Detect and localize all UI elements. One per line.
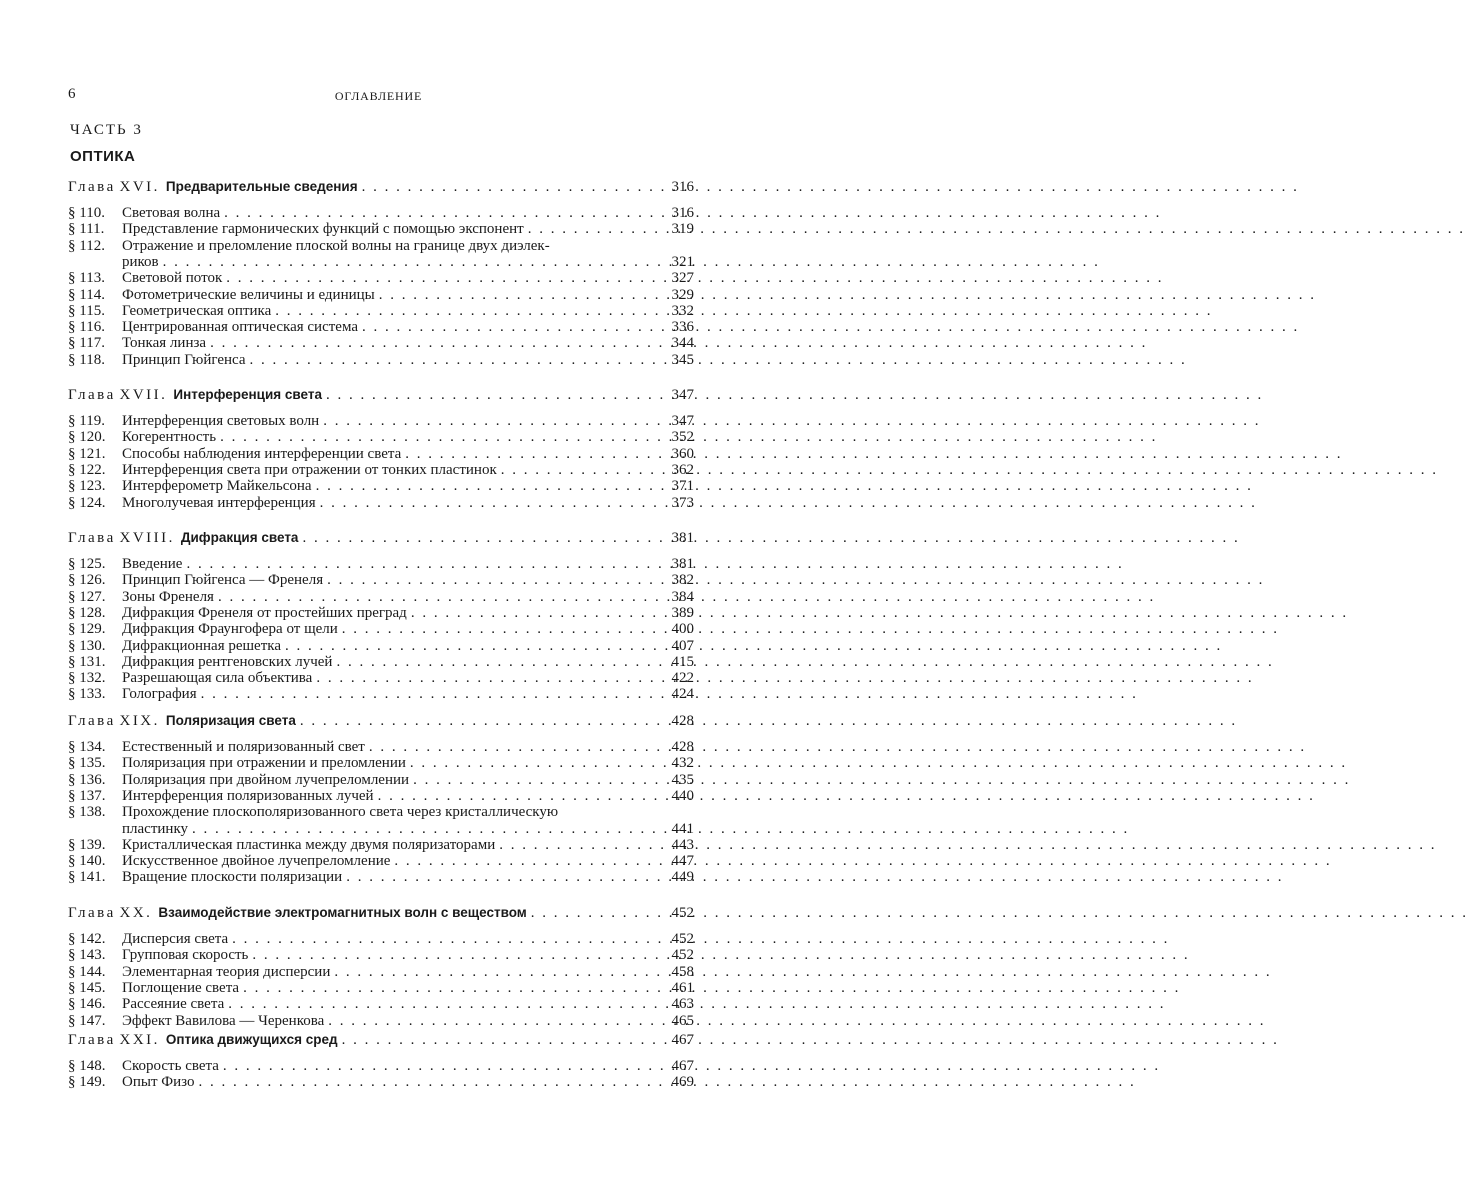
leader-dots [316,495,660,512]
chapter-page: 467 [671,1032,694,1048]
toc-entry[interactable] [68,605,694,622]
toc-entry[interactable] [68,205,694,222]
section-page: 467 [671,1058,694,1074]
section-number: § 115. [68,302,105,319]
section-number: § 138. [68,804,106,821]
section-page: 422 [671,670,694,687]
section-number: § 141. [68,869,106,886]
chapter-numeral: XX. [119,905,153,921]
running-title: ОГЛАВЛЕНИЕ [334,89,423,103]
chapter-word: Глава [68,179,116,195]
section-number: § 111. [68,221,105,238]
chapter-title: Оптика движущихся сред [165,1032,338,1047]
leader-dots [332,654,660,671]
toc-entry[interactable] [68,352,694,369]
section-number: § 119. [68,413,105,429]
section-page: 321 [671,253,694,270]
leader-dots [182,556,660,573]
chapter-page: 347 [671,387,694,403]
section-number: § 126. [68,572,106,589]
section-title: Рассеяние света [122,996,225,1013]
section-title: Принцип Гюйгенса [122,351,246,368]
leader-dots [248,947,660,964]
leader-dots [222,270,660,287]
section-number: § 123. [68,478,106,495]
section-page: 452 [671,931,694,947]
leader-dots [365,739,660,756]
chapter-heading[interactable] [68,529,694,546]
section-title: Искусственное двойное лучепреломление [122,853,391,870]
toc-entry[interactable] [68,980,694,997]
section-number: § 127. [68,588,106,605]
leader-dots [358,179,660,196]
leader-dots [298,530,660,547]
leader-dots [197,686,660,703]
toc-entry[interactable] [68,853,694,870]
leader-dots [312,478,660,495]
chapter-numeral: XXI. [119,1032,160,1048]
section-title: Дифракция рентгеновских лучей [122,653,333,670]
leader-dots [246,352,660,369]
toc-entry[interactable] [68,589,694,606]
section-number: § 145. [68,979,106,996]
toc-entry[interactable] [68,572,694,589]
chapter-title-group [68,712,296,730]
section-page: 345 [671,351,694,368]
chapter-heading[interactable] [68,178,694,195]
section-number: § 149. [68,1074,106,1091]
leader-dots [338,621,660,638]
leader-dots [228,931,660,948]
section-title: Фотометрические величины и единицы [122,286,375,303]
section-number: § 113. [68,270,105,287]
section-page: 381 [671,556,694,572]
section-title: Поляризация при двойном лучепреломлении [122,771,410,788]
section-page: 424 [671,686,694,703]
chapter-page: 452 [671,905,694,921]
toc-entry[interactable] [68,947,694,964]
chapter-title-group [68,386,322,404]
toc-entry[interactable] [68,804,694,821]
section-number: § 139. [68,836,106,853]
section-title: Интерференция световых волн [122,413,320,429]
chapter-word: Глава [68,713,116,729]
section-page: 452 [671,947,694,964]
chapter-page: 316 [671,179,694,195]
section-number: § 129. [68,621,106,638]
section-number: § 133. [68,686,106,703]
section-page: 469 [671,1074,694,1091]
toc-entry[interactable] [68,670,694,687]
section-number: § 136. [68,771,106,788]
section-number: § 117. [68,335,105,352]
leader-dots [220,205,660,222]
chapter-title: Дифракция света [180,530,299,545]
section-page: 435 [671,771,694,788]
chapter-numeral: XVI. [119,179,160,195]
toc-entry[interactable] [68,1013,694,1030]
section-page: 465 [671,1012,694,1029]
section-number: § 112. [68,237,105,254]
section-title: Вращение плоскости поляризации [122,869,343,886]
section-page: 347 [671,413,694,429]
section-page: 415 [671,653,694,670]
section-number: § 124. [68,494,106,511]
chapter-title: Интерференция света [173,387,322,402]
chapter-title: Предварительные сведения [165,179,358,194]
section-title-continued: пластинку [122,820,189,837]
section-title: Отражение и преломление плоской волны на границе двух диэлек- [122,237,550,254]
section-title: Прохождение плоскополяризованного света через кристаллическую [122,804,559,821]
leader-dots [390,853,660,870]
section-page: 382 [671,572,694,589]
section-title: Световая волна [122,205,221,221]
section-page: 400 [671,621,694,638]
section-title: Способы наблюдения интерференции света [122,445,402,462]
toc-entry[interactable] [68,931,694,948]
chapter-title: Поляризация света [165,713,296,728]
toc-entry-continuation[interactable] [68,254,694,271]
toc-entry[interactable] [68,303,694,320]
section-number: § 142. [68,931,106,947]
part-title: ОПТИКА [70,148,136,165]
toc-entry[interactable] [68,638,694,655]
section-title: Геометрическая оптика [122,302,272,319]
section-title: Дифракция Фраунгофера от щели [122,621,338,638]
toc-entry[interactable] [68,686,694,703]
leader-dots [338,1032,660,1049]
section-page: 440 [671,787,694,804]
chapter-word: Глава [68,905,116,921]
section-title: Световой поток [122,270,223,287]
leader-dots [342,869,660,886]
section-page: 352 [671,429,694,446]
section-page: 428 [671,739,694,755]
chapter-numeral: XVIII. [119,530,175,546]
toc-entry[interactable] [68,462,694,479]
leader-dots [214,589,660,606]
leader-dots [188,821,660,838]
section-number: § 130. [68,637,106,654]
leader-dots [407,605,660,622]
section-number: § 128. [68,604,106,621]
leader-dots [224,996,660,1013]
section-page: 389 [671,604,694,621]
section-title: Поглощение света [122,979,240,996]
leader-dots [406,755,660,772]
section-title: Голография [122,686,197,703]
leader-dots [159,254,660,271]
leader-dots [281,638,660,655]
section-number: § 121. [68,445,106,462]
section-number: § 140. [68,853,106,870]
section-page: 447 [671,853,694,870]
toc-entry[interactable] [68,556,694,573]
section-title: Скорость света [122,1058,219,1074]
section-title: Зоны Френеля [122,588,214,605]
toc-entry[interactable] [68,221,694,238]
section-page: 362 [671,461,694,478]
section-number: § 120. [68,429,106,446]
section-title: Опыт Физо [122,1074,195,1091]
chapter-heading[interactable] [68,712,694,729]
section-title: Тонкая линза [122,335,207,352]
section-title: Интерферометр Майкельсона [122,478,312,495]
section-title: Дифракционная решетка [122,637,281,654]
toc-entry[interactable] [68,1058,694,1075]
leader-dots [374,788,660,805]
section-page: 463 [671,996,694,1013]
section-title: Когерентность [122,429,217,446]
section-title-continued: риков [122,253,159,270]
toc-entry[interactable] [68,755,694,772]
section-number: § 131. [68,653,106,670]
section-page: 443 [671,836,694,853]
toc-entry[interactable] [68,429,694,446]
leader-dots [495,837,660,854]
toc-entry[interactable] [68,270,694,287]
leader-dots [319,413,660,430]
section-page: 329 [671,286,694,303]
leader-dots [312,670,660,687]
section-page: 384 [671,588,694,605]
section-number: § 148. [68,1058,106,1074]
toc-entry[interactable] [68,964,694,981]
leader-dots [401,446,660,463]
leader-dots [330,964,660,981]
section-number: § 125. [68,556,106,572]
chapter-heading[interactable] [68,1031,694,1048]
leader-dots [524,221,660,238]
chapter-word: Глава [68,1032,116,1048]
leader-dots [358,319,660,336]
chapter-heading[interactable] [68,904,694,921]
section-number: § 116. [68,319,105,336]
chapter-title-group [68,529,298,547]
leader-dots [219,1058,660,1075]
toc-entry[interactable] [68,788,694,805]
section-title: Принцип Гюйгенса — Френеля [122,572,324,589]
leader-dots [497,462,660,479]
toc-entry[interactable] [68,446,694,463]
section-number: § 144. [68,963,106,980]
chapter-title-group [68,904,527,922]
leader-dots [206,335,660,352]
leader-dots [324,1013,660,1030]
section-title: Дисперсия света [122,931,229,947]
chapter-title-group [68,1031,338,1049]
chapter-word: Глава [68,387,116,403]
section-number: § 118. [68,351,105,368]
section-number: § 134. [68,739,106,755]
chapter-title-group [68,178,358,196]
toc-entry[interactable] [68,495,694,512]
chapter-heading[interactable] [68,386,694,403]
section-title: Поляризация при отражении и преломлении [122,755,406,772]
section-title: Дифракция Френеля от простейших преград [122,604,407,621]
section-page: 458 [671,963,694,980]
section-number: § 143. [68,947,106,964]
toc-entry[interactable] [68,478,694,495]
leader-dots [239,980,660,997]
leader-dots [194,1074,660,1091]
page-number: 6 [68,86,76,102]
toc-entry-continuation[interactable] [68,821,694,838]
leader-dots [296,713,660,730]
section-title: Введение [122,556,183,572]
chapter-page: 428 [671,713,694,729]
section-title: Групповая скорость [122,947,249,964]
section-page: 360 [671,445,694,462]
part-label: ЧАСТЬ 3 [70,122,143,138]
section-number: § 146. [68,996,106,1013]
toc-entry[interactable] [68,837,694,854]
toc-entry[interactable] [68,335,694,352]
section-title: Естественный и поляризованный свет [122,739,365,755]
section-page: 336 [671,319,694,336]
section-number: § 137. [68,787,106,804]
leader-dots [527,905,660,922]
leader-dots [322,387,660,404]
section-title: Интерференция поляризованных лучей [122,787,374,804]
section-page: 332 [671,302,694,319]
section-page: 371 [671,478,694,495]
section-title: Представление гармонических функций с помощью экспонент [122,221,524,238]
leader-dots [409,772,660,789]
section-title: Разрешающая сила объектива [122,670,313,687]
toc-entry[interactable] [68,413,694,430]
chapter-numeral: XVII. [119,387,168,403]
chapter-page: 381 [671,530,694,546]
section-title: Эффект Вавилова — Черенкова [122,1012,325,1029]
toc-entry[interactable] [68,739,694,756]
section-page: 407 [671,637,694,654]
section-number: § 114. [68,286,105,303]
chapter-word: Глава [68,530,116,546]
section-title: Кристаллическая пластинка между двумя поляризаторами [122,836,496,853]
section-title: Элементарная теория дисперсии [122,963,331,980]
section-title: Интерференция света при отражении от тонких пластинок [122,461,497,478]
leader-dots [375,287,660,304]
toc-entry[interactable] [68,654,694,671]
leader-dots [323,572,660,589]
section-page: 344 [671,335,694,352]
leader-dots [271,303,660,320]
toc-entry[interactable] [68,996,694,1013]
toc-entry[interactable] [68,869,694,886]
section-number: § 132. [68,670,106,687]
toc-entry[interactable] [68,1074,694,1091]
toc-entry[interactable] [68,772,694,789]
section-number: § 147. [68,1012,106,1029]
section-page: 319 [671,221,694,238]
toc-entry[interactable] [68,238,694,255]
section-page: 373 [671,494,694,511]
section-page: 449 [671,869,694,886]
section-title: Центрированная оптическая система [122,319,359,336]
leader-dots [216,429,660,446]
toc-entry[interactable] [68,319,694,336]
section-page: 327 [671,270,694,287]
section-title: Многолучевая интерференция [122,494,316,511]
section-number: § 135. [68,755,106,772]
section-number: § 122. [68,461,106,478]
section-page: 316 [671,205,694,221]
chapter-title: Взаимодействие электромагнитных волн с веществом [158,905,527,920]
chapter-numeral: XIX. [119,713,160,729]
section-number: § 110. [68,205,105,221]
section-page: 441 [671,820,694,837]
toc-entry[interactable] [68,621,694,638]
toc-entry[interactable] [68,287,694,304]
section-page: 432 [671,755,694,772]
section-page: 461 [671,979,694,996]
